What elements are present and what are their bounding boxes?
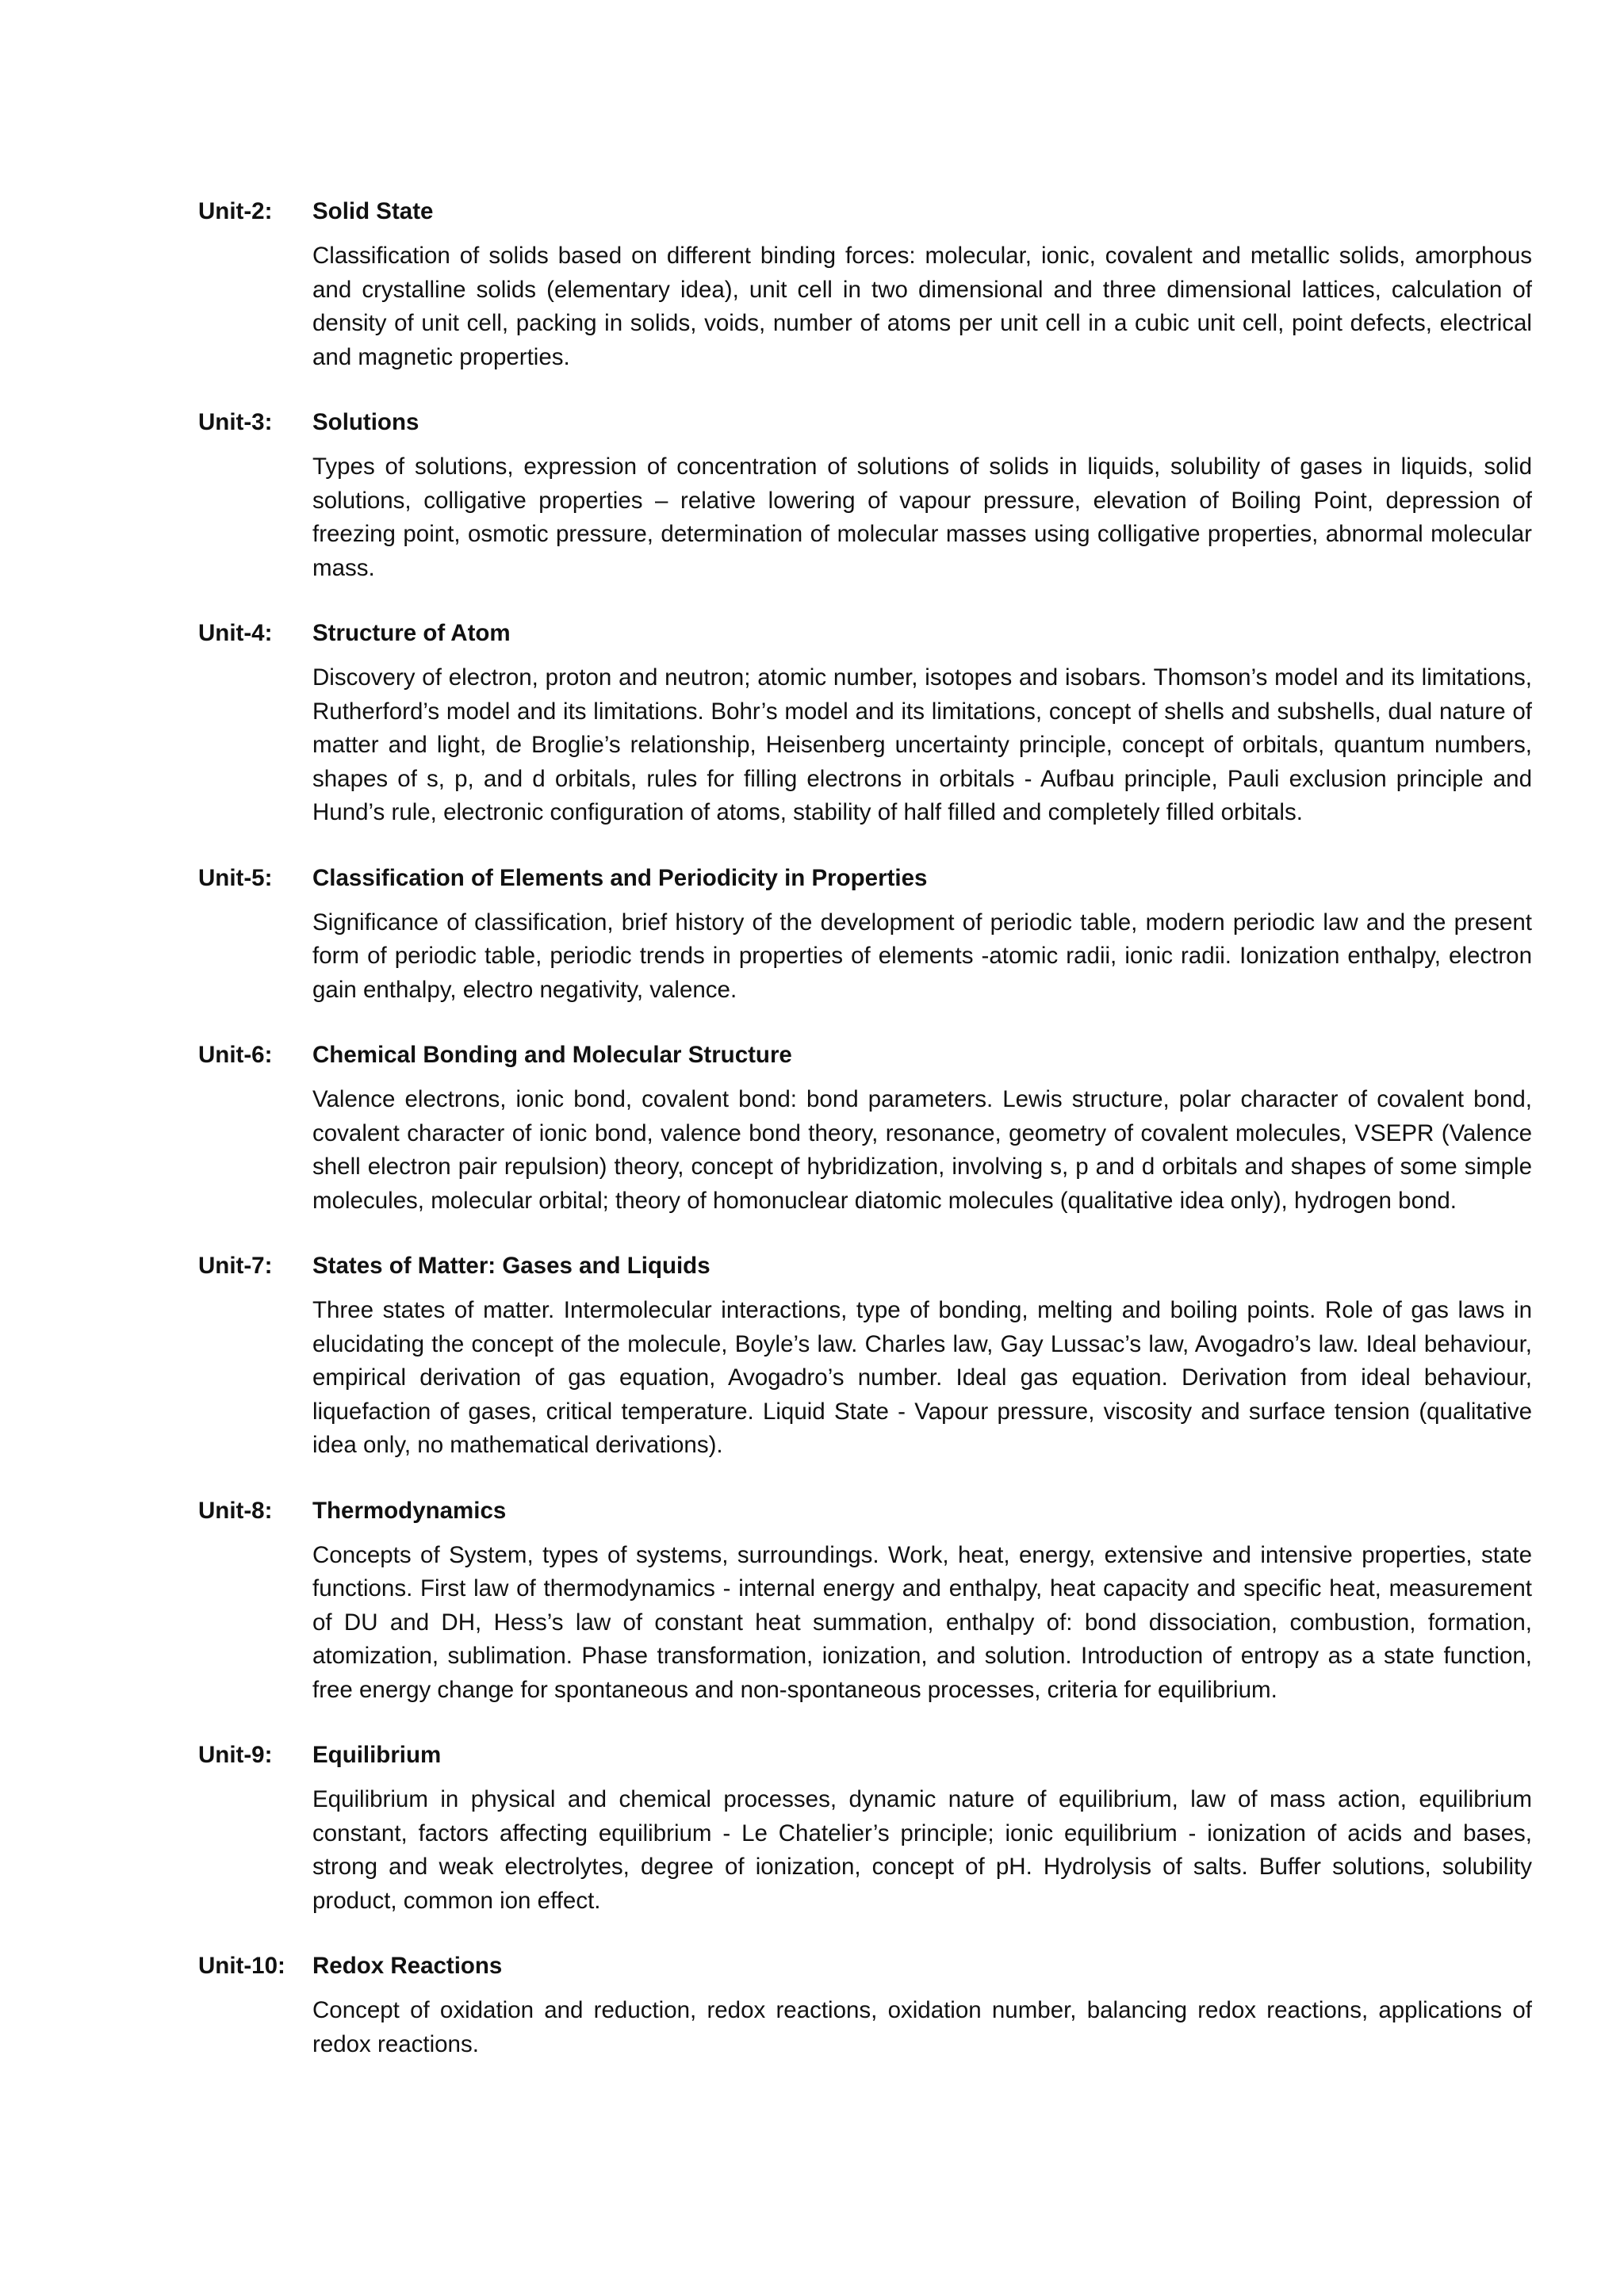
unit-label: Unit-10: [198, 1953, 285, 1979]
unit-5-section [198, 862, 1532, 1008]
unit-title: Classification of Elements and Periodicity in Properties [312, 864, 928, 891]
unit-label: Unit-7: [198, 1253, 273, 1279]
unit-description: Types of solutions, expression of concentration of solutions of solids in liquids, solubility of gases in liquids, solid solutions, colligative properties – relative lowering of vapour pressure, elevation of Boiling Point, depression of freezing point, osmotic pressure, determination of molecular masses using colligative properties, abnormal molecular mass. [312, 453, 1532, 581]
unit-title: Thermodynamics [312, 1497, 507, 1524]
unit-4-section [198, 617, 1532, 830]
unit-title: Equilibrium [312, 1742, 442, 1768]
unit-3-section [198, 406, 1532, 585]
unit-description: Significance of classification, brief history of the development of periodic table, modern periodic law and the present form of periodic table, periodic trends in properties of elements -atomic radii, ionic radii. Ionization enthalpy, electron gain enthalpy, electro negativity, valence. [312, 909, 1532, 1003]
unit-description: Valence electrons, ionic bond, covalent bond: bond parameters. Lewis structure, polar character of covalent bond, covalent character of ionic bond, valence bond theory, resonance, geometry of covalent molecules, VSEPR (Valence shell electron pair repulsion) theory, concept of hybridization, involving s, p and d orbitals and shapes of some simple molecules, molecular orbital; theory of homonuclear diatomic molecules (qualitative idea only), hydrogen bond. [312, 1086, 1532, 1214]
unit-title: Structure of Atom [312, 620, 511, 646]
unit-label: Unit-2: [198, 198, 273, 224]
unit-description: Equilibrium in physical and chemical processes, dynamic nature of equilibrium, law of mass action, equilibrium constant, factors affecting equilibrium - Le Chatelier’s principle; ionic equilibrium - ionization of acids and bases, strong and weak electrolytes, degree of ionization, concept of pH. Hydrolysis of salts. Buffer solutions, solubility product, common ion effect. [312, 1786, 1532, 1914]
unit-10-section [198, 1950, 1532, 2061]
unit-title: Chemical Bonding and Molecular Structure [312, 1042, 792, 1068]
unit-label: Unit-6: [198, 1042, 273, 1068]
unit-title: States of Matter: Gases and Liquids [312, 1253, 710, 1279]
unit-label: Unit-4: [198, 620, 273, 646]
unit-title: Solid State [312, 198, 434, 224]
unit-8-section [198, 1494, 1532, 1708]
unit-7-section [198, 1249, 1532, 1463]
unit-label: Unit-3: [198, 409, 273, 435]
unit-6-section [198, 1039, 1532, 1218]
unit-description: Three states of matter. Intermolecular interactions, type of bonding, melting and boiling points. Role of gas laws in elucidating the concept of the molecule, Boyle’s law. Charles law, Gay Lussac’s law, Avogadro’s law. Ideal behaviour, empirical derivation of gas equation, Avogadro’s number. Ideal gas equation. Derivation from ideal behaviour, liquefaction of gases, critical temperature. Liquid State - Vapour pressure, viscosity and surface tension (qualitative idea only, no mathematical derivations). [312, 1297, 1532, 1458]
unit-label: Unit-5: [198, 864, 273, 891]
unit-title: Redox Reactions [312, 1953, 503, 1979]
unit-2-section [198, 195, 1532, 374]
unit-label: Unit-9: [198, 1742, 273, 1768]
unit-description: Discovery of electron, proton and neutron; atomic number, isotopes and isobars. Thomson’s model and its limitations, Rutherford’s model and its limitations. Bohr’s model and its limitations, concept of shells and subshells, dual nature of matter and light, de Broglie’s relationship, Heisenberg uncertainty principle, concept of orbitals, quantum numbers, shapes of s, p, and d orbitals, rules for filling electrons in orbitals - Aufbau principle, Pauli exclusion principle and Hund’s rule, electronic configuration of atoms, stability of half filled and completely filled orbitals. [312, 664, 1532, 825]
unit-description: Classification of solids based on different binding forces: molecular, ionic, covalent and metallic solids, amorphous and crystalline solids (elementary idea), unit cell in two dimensional and three dimensional lattices, calculation of density of unit cell, packing in solids, voids, number of atoms per unit cell in a cubic unit cell, point defects, electrical and magnetic properties. [312, 243, 1532, 370]
unit-description: Concepts of System, types of systems, surroundings. Work, heat, energy, extensive and intensive properties, state functions. First law of thermodynamics - internal energy and enthalpy, heat capacity and specific heat, measurement of DU and DH, Hess’s law of constant heat summation, enthalpy of: bond dissociation, combustion, formation, atomization, sublimation. Phase transformation, ionization, and solution. Introduction of entropy as a state function, free energy change for spontaneous and non-spontaneous processes, criteria for equilibrium. [312, 1541, 1532, 1703]
unit-label: Unit-8: [198, 1497, 273, 1524]
unit-9-section [198, 1739, 1532, 1918]
unit-title: Solutions [312, 409, 419, 435]
unit-description: Concept of oxidation and reduction, redox reactions, oxidation number, balancing redox reactions, applications of redox reactions. [312, 1997, 1532, 2057]
